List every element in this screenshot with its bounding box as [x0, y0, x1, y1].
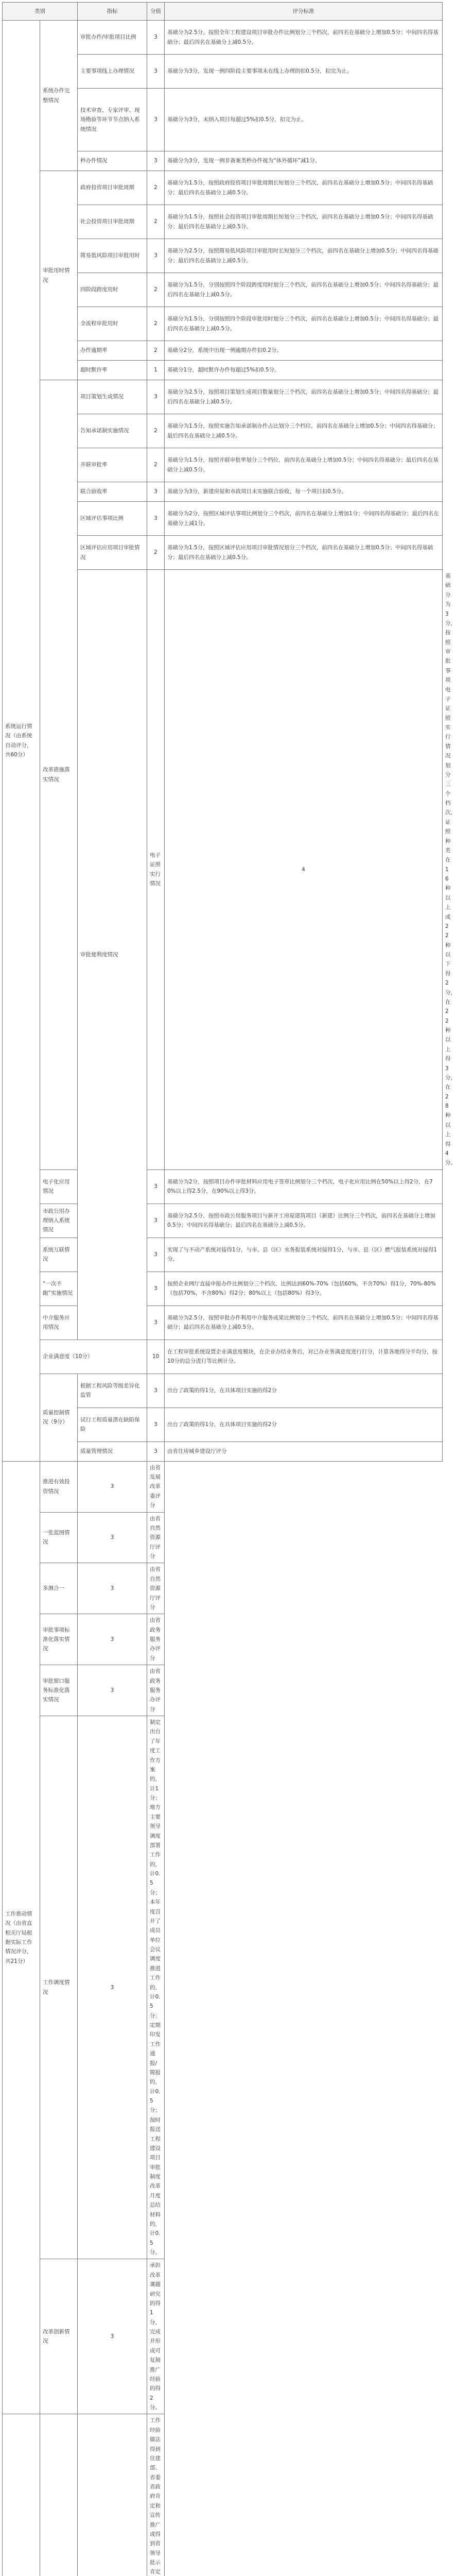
table-row	[3, 1340, 443, 1374]
table-cell: 承担改革课题研究的得1分，完成并形成可复制推广经验的得2分。	[147, 2259, 165, 2414]
table-cell: 审批事项标准化落实情况	[40, 1614, 78, 1665]
table-cell: 基础分1分，超时默许办件每超过5%扣0.5分。	[165, 361, 443, 380]
table-row	[3, 1238, 443, 1272]
table-cell: 基础分为1.5分，分别按照四个阶段跨度用时划分三个档次，前四名在基础分上增加0.5分；中间四名得基础分；最后四名在基础分上减0.5分。	[165, 273, 443, 307]
table-cell: 基础分为1.5分，按照社会投资项目审批周期长短划分三个档次，前四名在基础分上增加0.5分；中间四名得基础分；最后四名在基础分上减0.5分。	[165, 205, 443, 239]
table-cell: 一张蓝图情况	[40, 1512, 78, 1563]
table-row	[3, 2414, 443, 2576]
table-cell: 4	[165, 570, 443, 1170]
table-cell: 区域评估事项比例	[78, 502, 147, 536]
table-cell: 推进有效投资情况	[40, 1461, 78, 1512]
table-row	[3, 1614, 443, 1665]
header-row	[3, 3, 443, 21]
table-cell: 电子化应用情况	[40, 1170, 78, 1204]
table-cell: 审批窗口服务标准化落实情况	[40, 1665, 78, 1716]
table-cell	[3, 2414, 40, 2576]
table-row	[3, 1716, 443, 2259]
table-cell: 3	[147, 1442, 165, 1461]
table-cell: 出台了政策的得1分，在具体项目实施的得2分	[165, 1408, 443, 1442]
table-cell: 出台了政策的得1分，在具体项目实施的得2分	[165, 1374, 443, 1408]
table-cell: 简易低风险项目审批用时	[78, 239, 147, 273]
table-cell: 基础分为1.5分，按照政府投资项目审批周期长短划分三个档次，前四名在基础分上增加0.5分；中间四名得基础分；最后四名在基础分上减0.5分。	[165, 171, 443, 205]
table-cell: 由省住房城乡建设厅评分	[165, 1442, 443, 1461]
table-cell: 3	[147, 1374, 165, 1408]
table-cell: 3	[147, 482, 165, 502]
scoring-table	[2, 2, 443, 2576]
table-cell: 3	[147, 502, 165, 536]
table-cell: 基础分为1.5分，按照区域评估应用项目审批情况划分三个档次，前四名在基础分上增加0.5分；中间四名得基础分；最后四名在基础分上减0.5分。	[165, 536, 443, 570]
table-cell: 由省发展改革委评分	[147, 1461, 165, 1512]
table-cell: 3	[78, 1512, 147, 1563]
table-cell: 3	[147, 21, 165, 55]
table-cell: 2	[147, 536, 165, 570]
table-cell: 主要事项线上办理情况	[78, 55, 147, 89]
table-row	[3, 1306, 443, 1340]
table-cell: 全流程审批用时	[78, 307, 147, 341]
table-row	[3, 1512, 443, 1563]
table-cell: 试行工程质量潜在缺陷保险	[78, 1408, 147, 1442]
table-cell: 实现了与不动产系统对接得1分，与市、县（区）水务报装系统对接得1分，与市、县（区）燃气报装系统对接得1分。	[165, 1238, 443, 1272]
table-cell: 2	[147, 307, 165, 341]
table-row	[3, 1563, 443, 1614]
table-cell: 3	[78, 1461, 147, 1512]
table-cell: 3	[78, 1563, 147, 1614]
table-cell: 2	[147, 448, 165, 482]
table-cell: 按照企业网厅直接申报办件比例划分三个档次，比例达到60%-70%（包括60%，不含70%）得1分，70%-80%（包括70%，不含80%）得2分；80%以上（包括80%）得3分。	[165, 1272, 443, 1306]
table-row	[3, 2259, 443, 2414]
table-cell: 基础分为3分，未纳入项目每超过5%扣0.5分，扣完为止。	[165, 89, 443, 151]
table-cell: 秒办件情况	[78, 151, 147, 171]
table-cell: 社会投资项目审批周期	[78, 205, 147, 239]
table-cell: 由省自然资源厅评分	[147, 1512, 165, 1563]
table-cell: 审批用时情况	[40, 171, 78, 380]
table-cell: 2	[147, 414, 165, 448]
table-row	[3, 380, 443, 414]
table-cell: 基础分为2分，按照项目办件审批材料应用电子签章比例划分三个档次，电子化应用比例在50%以上得2分，在70%以上得2.5分，在90%以上得3分。	[165, 1170, 443, 1204]
table-cell: 3	[147, 1306, 165, 1340]
table-cell: 企业满意度（10分）	[40, 1340, 147, 1374]
table-cell: 工作调度情况	[40, 1716, 78, 2259]
table-cell: 3	[147, 151, 165, 171]
table-cell: 2	[147, 205, 165, 239]
table-cell: 多测合一	[40, 1563, 78, 1614]
table-cell: 质量管理情况	[78, 1442, 147, 1461]
table-cell: 3	[147, 1272, 165, 1306]
table-cell: 基础分为1.5分，按照并联审批率划分三个档位，前四名在基础分上增加0.5分；中间四名得基础分；最后四名在基础分上减0.5分。	[165, 448, 443, 482]
table-cell: 超时默许率	[78, 361, 147, 380]
table-cell: 3	[147, 1238, 165, 1272]
table-cell: 政府投资项目审批周期	[78, 171, 147, 205]
table-cell: 项目策划生成情况	[78, 380, 147, 414]
table-cell: 3	[147, 380, 165, 414]
table-cell: 3	[78, 1716, 147, 2259]
table-row: 审批便利度情况 电子证照实行情况 4 基础分为3分，按照审批事项电子证照实行情况划分三个档次，证照种类在16种以上或22种以下得2分，在22种以上得3分，在28种以上得4分。	[3, 570, 443, 1170]
table-row	[3, 1374, 443, 1408]
table-row	[3, 1272, 443, 1306]
table-cell: 改革创新情况	[40, 2259, 78, 2414]
table-cell: 基础分为3分，新建房屋和市政项目未实施联合验收，每一个项目扣0.5分。	[165, 482, 443, 502]
table-cell: 审批办件/审批项目比例	[78, 21, 147, 55]
table-cell: 3	[147, 89, 165, 151]
table-cell: 质量控制情况（9分）	[40, 1374, 78, 1461]
table-cell	[40, 2414, 78, 2576]
table-cell: 告知承诺制实施情况	[78, 414, 147, 448]
table-cell: 电子证照实行情况	[147, 570, 165, 1170]
table-cell: 工作经验做法得到住建部、省委省政府肯定和宣传推广或得到省领导批示肯定	[147, 2414, 165, 2576]
table-cell: 3	[147, 55, 165, 89]
table-cell: 基础分为1.5分，分别按照四个阶段审批用时划分三个档次，前四名在基础分上增加0.5分；中间四名得基础分；最后四名在基础分上减0.5分。	[165, 307, 443, 341]
table-cell: 联合验收率	[78, 482, 147, 502]
table-row	[3, 21, 443, 55]
table-cell: 3	[147, 1408, 165, 1442]
table-cell: 3	[78, 1614, 147, 1665]
table-cell: 3	[147, 1204, 165, 1238]
table-cell: 技术审查、专家评审、现场勘验等环节节点纳入系统情况	[78, 89, 147, 151]
table-row	[3, 1170, 443, 1204]
table-cell: 中介服务应用情况	[40, 1306, 78, 1340]
table-cell: 四阶段跨度用时	[78, 273, 147, 307]
table-cell: 市政公用办理纳入系统情况	[40, 1204, 78, 1238]
table-cell: 制定出台了年度工作方案的，计1分；地方主要领导调度部署工作的，计0.5分；本年度召开了成员单位会议调度推进工作的，计0.5分；定期印发工作通报/简报的，计0.5分；按时报送工程建设项目审批制度改革月度总结材料的，计0.5分。	[147, 1716, 165, 2259]
header-criteria: 评分标准	[165, 3, 443, 21]
table-cell: 基础分为3分，发现一例非备案类秒办件视为“体外循环”减1分。	[165, 151, 443, 171]
table-cell: 系统运行情况（由系统自动评分，共60分）	[3, 21, 40, 1462]
header-indicator: 指标	[78, 3, 147, 21]
table-cell: 3	[147, 1170, 165, 1204]
table-row	[3, 1461, 443, 1512]
table-cell: 改革措施落实情况	[40, 380, 78, 1170]
table-cell: 根据工程风险等级差异化监管	[78, 1374, 147, 1408]
header-score: 分值	[147, 3, 165, 21]
table-row	[3, 1665, 443, 1716]
table-cell: 3	[147, 239, 165, 273]
table-cell: 基础分为2.5分，按照简易低风险项目审批用时长短划分三个档次，前四名在基础分上增加0.5分；中间四名得基础分；最后四名在基础分上减0.5分。	[165, 239, 443, 273]
table-cell: 基础分为2.5分，按照项目策划生成项目数量划分三个档次，前四名在基础分上增加0.5分；中间四名得基础分；最后四名在基础分上减0.5分。	[165, 380, 443, 414]
table-cell: 10	[147, 1340, 165, 1374]
header-category: 类别	[3, 3, 78, 21]
table-cell: 3	[78, 1665, 147, 1716]
table-cell: “一次不跑”实施情况	[40, 1272, 78, 1306]
table-body	[3, 21, 443, 2576]
table-cell: 2	[147, 341, 165, 361]
table-cell: 基础分为2.5分，按照市政公用服务项目与新开工房屋建筑项目（新建）比例分三个档次，前四名在基础分上增加0.5分；中间四名得基础分；最后四名在基础分上减0.5分。	[165, 1204, 443, 1238]
table-cell: 1	[147, 361, 165, 380]
table-cell: 并联审批率	[78, 448, 147, 482]
table-cell: 区域评估应用项目审批情况	[78, 536, 147, 570]
table-cell: 基础分为2分，按照区域评估事项比例划分三个档次，前四名在基础分上增加1分；中间四名得基础分；最后四名在基础分上减1分。	[165, 502, 443, 536]
table-cell: 由省政务服务办评分	[147, 1614, 165, 1665]
table-cell: 基础分为1.5分，按照实施告知承诺制办件占比划分三个档位，前四名在基础分上增加0.5分；中间四名得基础分；最后四名在基础分上减0.5分。	[165, 414, 443, 448]
table-cell: 基础分2分，系统中出现一例逾期办件扣0.2分。	[165, 341, 443, 361]
table-cell: 系统互联情况	[40, 1238, 78, 1272]
table-cell: 由省自然资源厅评分	[147, 1563, 165, 1614]
table-cell	[78, 2414, 147, 2576]
table-row	[3, 1204, 443, 1238]
table-cell: 2	[147, 171, 165, 205]
table-cell: 办件逾期率	[78, 341, 147, 361]
table-cell: 系统办件完整情况	[40, 21, 78, 171]
table-cell: 基础分为2.5分。按照全年工程建设项目审批办件比例划分三个档次，前四名在基础分上增加0.5分；中间四名得基础分；最后四名在基础分上减0.5分。	[165, 21, 443, 55]
table-cell: 工作推动情况（由省直相关厅局根据实际工作情况评分，共21分）	[3, 1461, 40, 2414]
table-cell: 基础分为3分，发现一例四阶段主要事项未在线上办理的扣0.5分，扣完为止。	[165, 55, 443, 89]
table-cell: 审批便利度情况	[78, 570, 147, 1340]
table-cell: 3	[78, 2259, 147, 2414]
table-cell: 基础分为2.5分，按照审批办件利用中介服务成果比例划分三个档次，前四名在基础分上增加0.5分；中间四名得基础分；最后四名在基础分上减0.5分。	[165, 1306, 443, 1340]
table-cell: 由省政务服务办评分	[147, 1665, 165, 1716]
table-row	[3, 171, 443, 205]
table-cell: 2	[147, 273, 165, 307]
table-cell: 在工程审批系统设置企业满意度模块，在企业办结业务后，对已办业务满意度进行打分，计算各地得分平均分，按10分的总分进行等比例计分。	[165, 1340, 443, 1374]
